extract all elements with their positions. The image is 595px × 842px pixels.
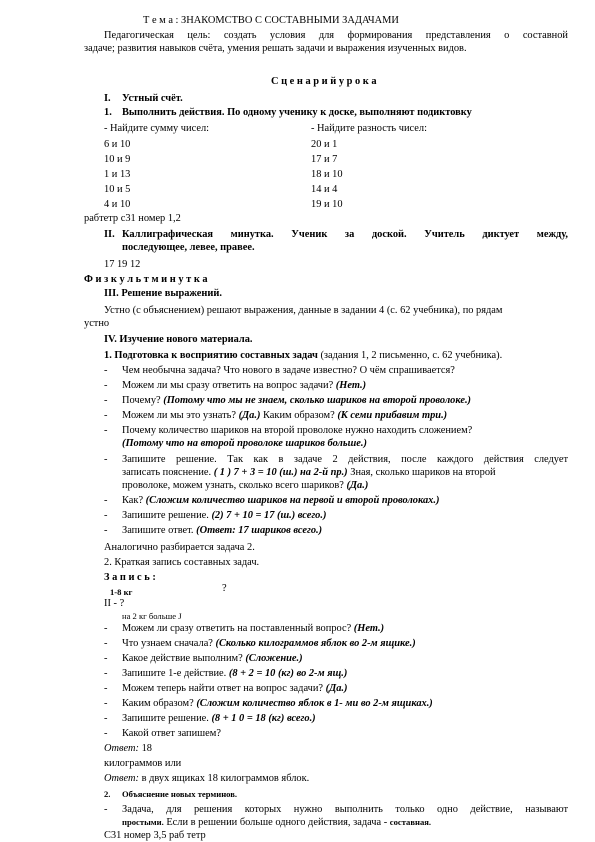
answer-5: (Потому что на второй проволоке шариков больше.) xyxy=(122,438,367,449)
question-text: Запишите решение. xyxy=(122,713,212,724)
term-simple: простыми. xyxy=(122,817,164,827)
answer-text: (Ответ: 17 шариков всего.) xyxy=(196,525,323,536)
list-dash: - xyxy=(104,395,108,406)
question-text: Можем ли мы сразу ответить на вопрос задачи? xyxy=(122,380,336,391)
question-text: Запишите 1-е действие. xyxy=(122,668,229,679)
list-dash: - xyxy=(104,525,108,536)
record-question-8: Какой ответ запишем? xyxy=(122,728,221,739)
goal-line-1: Педагогическая цель: создать условия для формирования представления о составной xyxy=(104,30,568,41)
answer-text: ( 1 ) 7 + 3 = 10 (ш.) на 2-й пр.) xyxy=(213,467,348,478)
answer-text: (8 + 1 0 = 18 (кг) всего.) xyxy=(211,713,316,724)
diff-row: 19 и 10 xyxy=(311,199,343,210)
calligraphy-numbers: 17 19 12 xyxy=(104,259,141,270)
preparation-line xyxy=(104,351,502,361)
section-1-number: I. xyxy=(104,93,111,104)
sum-heading: - Найдите сумму чисел: xyxy=(104,123,210,134)
record-question-3 xyxy=(122,654,303,664)
list-dash: - xyxy=(104,804,108,815)
section-4-heading: IV. Изучение нового материала. xyxy=(104,334,253,345)
record-question-1 xyxy=(122,624,384,634)
list-dash: - xyxy=(104,623,108,634)
list-dash: - xyxy=(104,713,108,724)
question-text: Запишите ответ. xyxy=(122,525,197,536)
list-dash: - xyxy=(104,365,108,376)
fizkultminutka-heading: Ф и з к у л ь т м и н у т к а xyxy=(84,274,208,285)
definition-line-2 xyxy=(122,818,431,828)
list-dash: - xyxy=(104,728,108,739)
answer-text: (8 + 2 = 10 (кг) во 2-м ящ.) xyxy=(228,668,348,679)
answer-text: (Потому что мы не знаем, сколько шариков на второй проволоке.) xyxy=(163,395,472,406)
list-dash: - xyxy=(104,410,108,421)
question-2 xyxy=(122,381,366,391)
answer-label: Ответ: xyxy=(104,743,139,754)
answer-text: (Сколько килограммов яблок во 2-м ящике.) xyxy=(215,638,416,649)
preparation-rest: (задания 1, 2 письменно, с. 62 учебника). xyxy=(317,350,503,361)
definition-line-1: Задача, для решения которых нужно выполнить только одно действие, называют xyxy=(122,804,568,815)
answer-line-2 xyxy=(104,774,309,784)
question-text: Зная, сколько шариков на второй xyxy=(347,467,496,478)
answer-line-1 xyxy=(104,744,152,754)
diff-row: 20 и 1 xyxy=(311,139,338,150)
question-text: Можем ли мы это узнать? xyxy=(122,410,239,421)
question-text: Можем ли сразу ответить на поставленный вопрос? xyxy=(122,623,354,634)
record-question-mark: ? xyxy=(222,583,227,594)
analog-note: Аналогично разбирается задача 2. xyxy=(104,542,255,553)
goal-line-2: задаче; развития навыков счёта, умения решать задачи и выражения изученных видов. xyxy=(84,43,467,54)
section-3-text-1: Устно (с объяснением) решают выражения, данные в задании 4 (с. 62 учебника), по рядам xyxy=(104,305,503,316)
answer-text: (Нет.) xyxy=(353,623,385,634)
sum-row: 10 и 5 xyxy=(104,184,131,195)
preparation-bold: 1. Подготовка к восприятию составных задач xyxy=(104,350,318,361)
question-1: Чем необычна задача? Что нового в задаче известно? О чём спрашивается? xyxy=(122,365,455,376)
question-6-line-2 xyxy=(122,468,496,478)
record-question-2 xyxy=(122,639,416,649)
answer-text: (Нет.) xyxy=(335,380,367,391)
record-box-2: II - ? xyxy=(104,598,125,609)
question-text: Запишите решение. xyxy=(122,510,212,521)
section-2-line-2: последующее, левее, правее. xyxy=(122,242,255,253)
answer-text: (К семи прибавим три.) xyxy=(337,410,448,421)
item-1-number: 1. xyxy=(104,107,112,118)
question-4 xyxy=(122,411,447,421)
section-3-text-2: устно xyxy=(84,318,110,329)
list-dash: - xyxy=(104,668,108,679)
list-dash: - xyxy=(104,380,108,391)
terms-number: 2. xyxy=(104,789,111,799)
record-question-5 xyxy=(122,684,347,694)
question-5: Почему количество шариков на второй проволоке нужно находить сложением? xyxy=(122,425,473,436)
question-9 xyxy=(122,526,322,536)
question-text: Почему? xyxy=(122,395,164,406)
section-2-number: II. xyxy=(104,229,115,240)
list-dash: - xyxy=(104,454,108,465)
diff-row: 14 и 4 xyxy=(311,184,338,195)
sum-row: 6 и 10 xyxy=(104,139,131,150)
list-dash: - xyxy=(104,510,108,521)
brief-heading: 2. Краткая запись составных задач. xyxy=(104,557,260,568)
record-box-1: 1-8 кг xyxy=(110,587,133,597)
question-text: Как? xyxy=(122,495,146,506)
question-8 xyxy=(122,511,326,521)
homework-note: С31 номер 3,5 раб тетр xyxy=(104,830,206,841)
record-question-6 xyxy=(122,699,433,709)
sum-row: 10 и 9 xyxy=(104,154,131,165)
item-1-text: Выполнить действия. По одному ученику к доске, выполняют подиктовку xyxy=(122,107,472,118)
term-compound: составная. xyxy=(389,817,432,827)
question-text: проволоке, можем узнать, сколько всего шариков? xyxy=(122,480,347,491)
sum-row: 1 и 13 xyxy=(104,169,131,180)
record-question-7 xyxy=(122,714,316,724)
workbook-note: рабтетр с31 номер 1,2 xyxy=(84,213,181,224)
question-text: записать пояснение. xyxy=(122,467,214,478)
section-2-line-1: Каллиграфическая минутка. Ученик за доской. Учитель диктует между, xyxy=(122,229,568,240)
terms-heading: Объяснение новых терминов. xyxy=(122,789,238,799)
lesson-title: Т е м а : ЗНАКОМСТВО С СОСТАВНЫМИ ЗАДАЧАМИ xyxy=(143,15,399,26)
record-question-4 xyxy=(122,669,347,679)
question-6-line-1: Запишите решение. Так как в задаче 2 действия, после каждого действия следует xyxy=(122,454,568,465)
answer-value: в двух ящиках 18 килограммов яблок. xyxy=(138,773,310,784)
answer-label: Ответ: xyxy=(104,773,139,784)
question-text: Какое действие выполним? xyxy=(122,653,246,664)
question-3 xyxy=(122,396,471,406)
section-1-heading: Устный счёт. xyxy=(122,93,183,104)
answer-text: (Сложим количество шариков на первой и второй проволоках.) xyxy=(145,495,440,506)
question-6-line-3 xyxy=(122,481,368,491)
list-dash: - xyxy=(104,425,108,436)
answer-text: (Да.) xyxy=(346,480,369,491)
record-note: на 2 кг больше J xyxy=(122,611,182,621)
answer-text: (Сложение.) xyxy=(245,653,303,664)
list-dash: - xyxy=(104,653,108,664)
question-text: Каким образом? xyxy=(122,698,197,709)
record-heading: З а п и с ь : xyxy=(104,572,156,583)
question-text: Что узнаем сначала? xyxy=(122,638,216,649)
list-dash: - xyxy=(104,495,108,506)
answer-line-1-unit: килограммов или xyxy=(104,758,182,769)
question-text: Каким образом? xyxy=(260,410,338,421)
answer-text: (Да.) xyxy=(238,410,261,421)
answer-text: (Да.) xyxy=(325,683,348,694)
answer-text: (2) 7 + 10 = 17 (ш.) всего.) xyxy=(211,510,327,521)
list-dash: - xyxy=(104,638,108,649)
answer-text: (Сложим количество яблок в 1- ми во 2-м ящиках.) xyxy=(196,698,433,709)
list-dash: - xyxy=(104,683,108,694)
question-text: Можем теперь найти ответ на вопрос задачи? xyxy=(122,683,326,694)
sum-row: 4 и 10 xyxy=(104,199,131,210)
diff-heading: - Найдите разность чисел: xyxy=(311,123,427,134)
answer-value: 18 xyxy=(138,743,152,754)
diff-row: 18 и 10 xyxy=(311,169,343,180)
section-3-heading: III. Решение выражений. xyxy=(104,288,222,299)
scenario-heading: С ц е н а р и й у р о к а xyxy=(271,76,377,87)
definition-text: Если в решении больше одного действия, задача - xyxy=(163,817,390,828)
list-dash: - xyxy=(104,698,108,709)
diff-row: 17 и 7 xyxy=(311,154,338,165)
question-7 xyxy=(122,496,439,506)
